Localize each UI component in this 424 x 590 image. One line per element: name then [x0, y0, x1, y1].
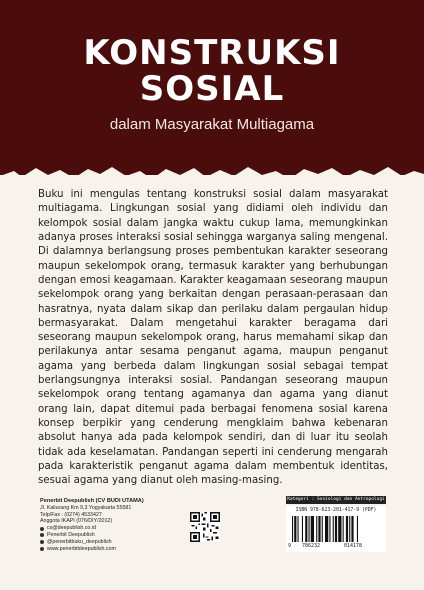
category-label: Kategori : Sosiologi dan Antropologi — [287, 497, 385, 502]
instagram-icon — [40, 540, 44, 544]
barcode-digits-right: 014178 — [344, 543, 363, 549]
book-subtitle: dalam Masyarakat Multiagama — [109, 116, 315, 133]
isbn-number: ISBN 978-623-201-417-9 (PDF) — [295, 508, 377, 513]
torn-paper-edge — [0, 150, 424, 186]
contact-website — [40, 546, 190, 553]
publisher-address: Jl. Kaliurang Km 9,3 Yogyakarta 55581 — [40, 504, 132, 511]
contact-email-text: cs@deepublish.co.id — [47, 525, 96, 532]
book-title-line2: SOSIAL — [139, 69, 285, 109]
contact-website-text: www.penerbitdeepublish.com — [47, 545, 116, 552]
barcode-digit-first: 9 — [288, 543, 292, 549]
contact-email — [40, 525, 190, 532]
contact-instagram-text: @penerbitbuku_deepublish — [47, 538, 112, 545]
email-icon — [40, 527, 44, 531]
qr-code — [190, 512, 220, 542]
book-blurb: Buku ini mengulas tentang konstruksi sosial dalam masyarakat multiagama. Lingkungan sosial yang didiami oleh individu dan kelompok sosial dalam jangka waktu cukup lama, memungkinkan adanya proses interaksi sosial sehingga warganya saling mengenal. Di dalamnya berlangsung proses pembentukan karakter seseorang maupun sekelompok orang, termasuk karakter yang berhubungan dengan emosi keagamaan. Karakter keagamaan seseorang maupun sekelompok orang yang berkaitan dengan perasaan-perasaan dan hasratnya, nyata dalam sikap dan perilaku dalam pergaulan hidup bermasyarakat. Dalam mengetahui karakter beragama dari seseorang maupun sekelompok orang, harus memahami sikap dan perilakunya antar sesama penganut agama, maupun penganut agama yang berbeda dalam lingkungan sosial sebagai tempat berlangsungnya interaksi sosial. Pandangan seseorang maupun sekelompok orang tentang agamanya dan agama yang dianut orang lain, dapat ditemui pada berbagai fenomena sosial karena konsep berpikir yang cenderung mengklaim bahwa kebenaran absolut hanya ada pada kelompok sendiri, dan di luar itu seolah tidak ada keselamatan. Pandangan seperti ini cenderung mengarah pada karakteristik penganut agama dalam membentuk identitas, sesuai agama yang dianut oleh masing-masing. — [38, 189, 388, 487]
book-title-line1: KONSTRUKSI — [83, 33, 341, 73]
publisher-name: Penerbit Deepublish (CV BUDI UTAMA) — [40, 498, 144, 504]
publisher-phone: Telp/Fax : (0274) 4533427 — [40, 511, 102, 518]
publisher-ikapi: Anggota IKAPI (076/DIY/2012) — [40, 518, 113, 525]
barcode-digits-left: 786232 — [302, 543, 321, 549]
contact-facebook-text: Penerbit Deepublish — [47, 531, 95, 538]
barcode-bars — [292, 516, 380, 542]
isbn-barcode — [286, 506, 386, 552]
publisher-info — [40, 498, 190, 552]
globe-icon — [40, 547, 44, 551]
contact-facebook — [40, 532, 190, 539]
contact-instagram — [40, 539, 190, 546]
facebook-icon — [40, 533, 44, 537]
